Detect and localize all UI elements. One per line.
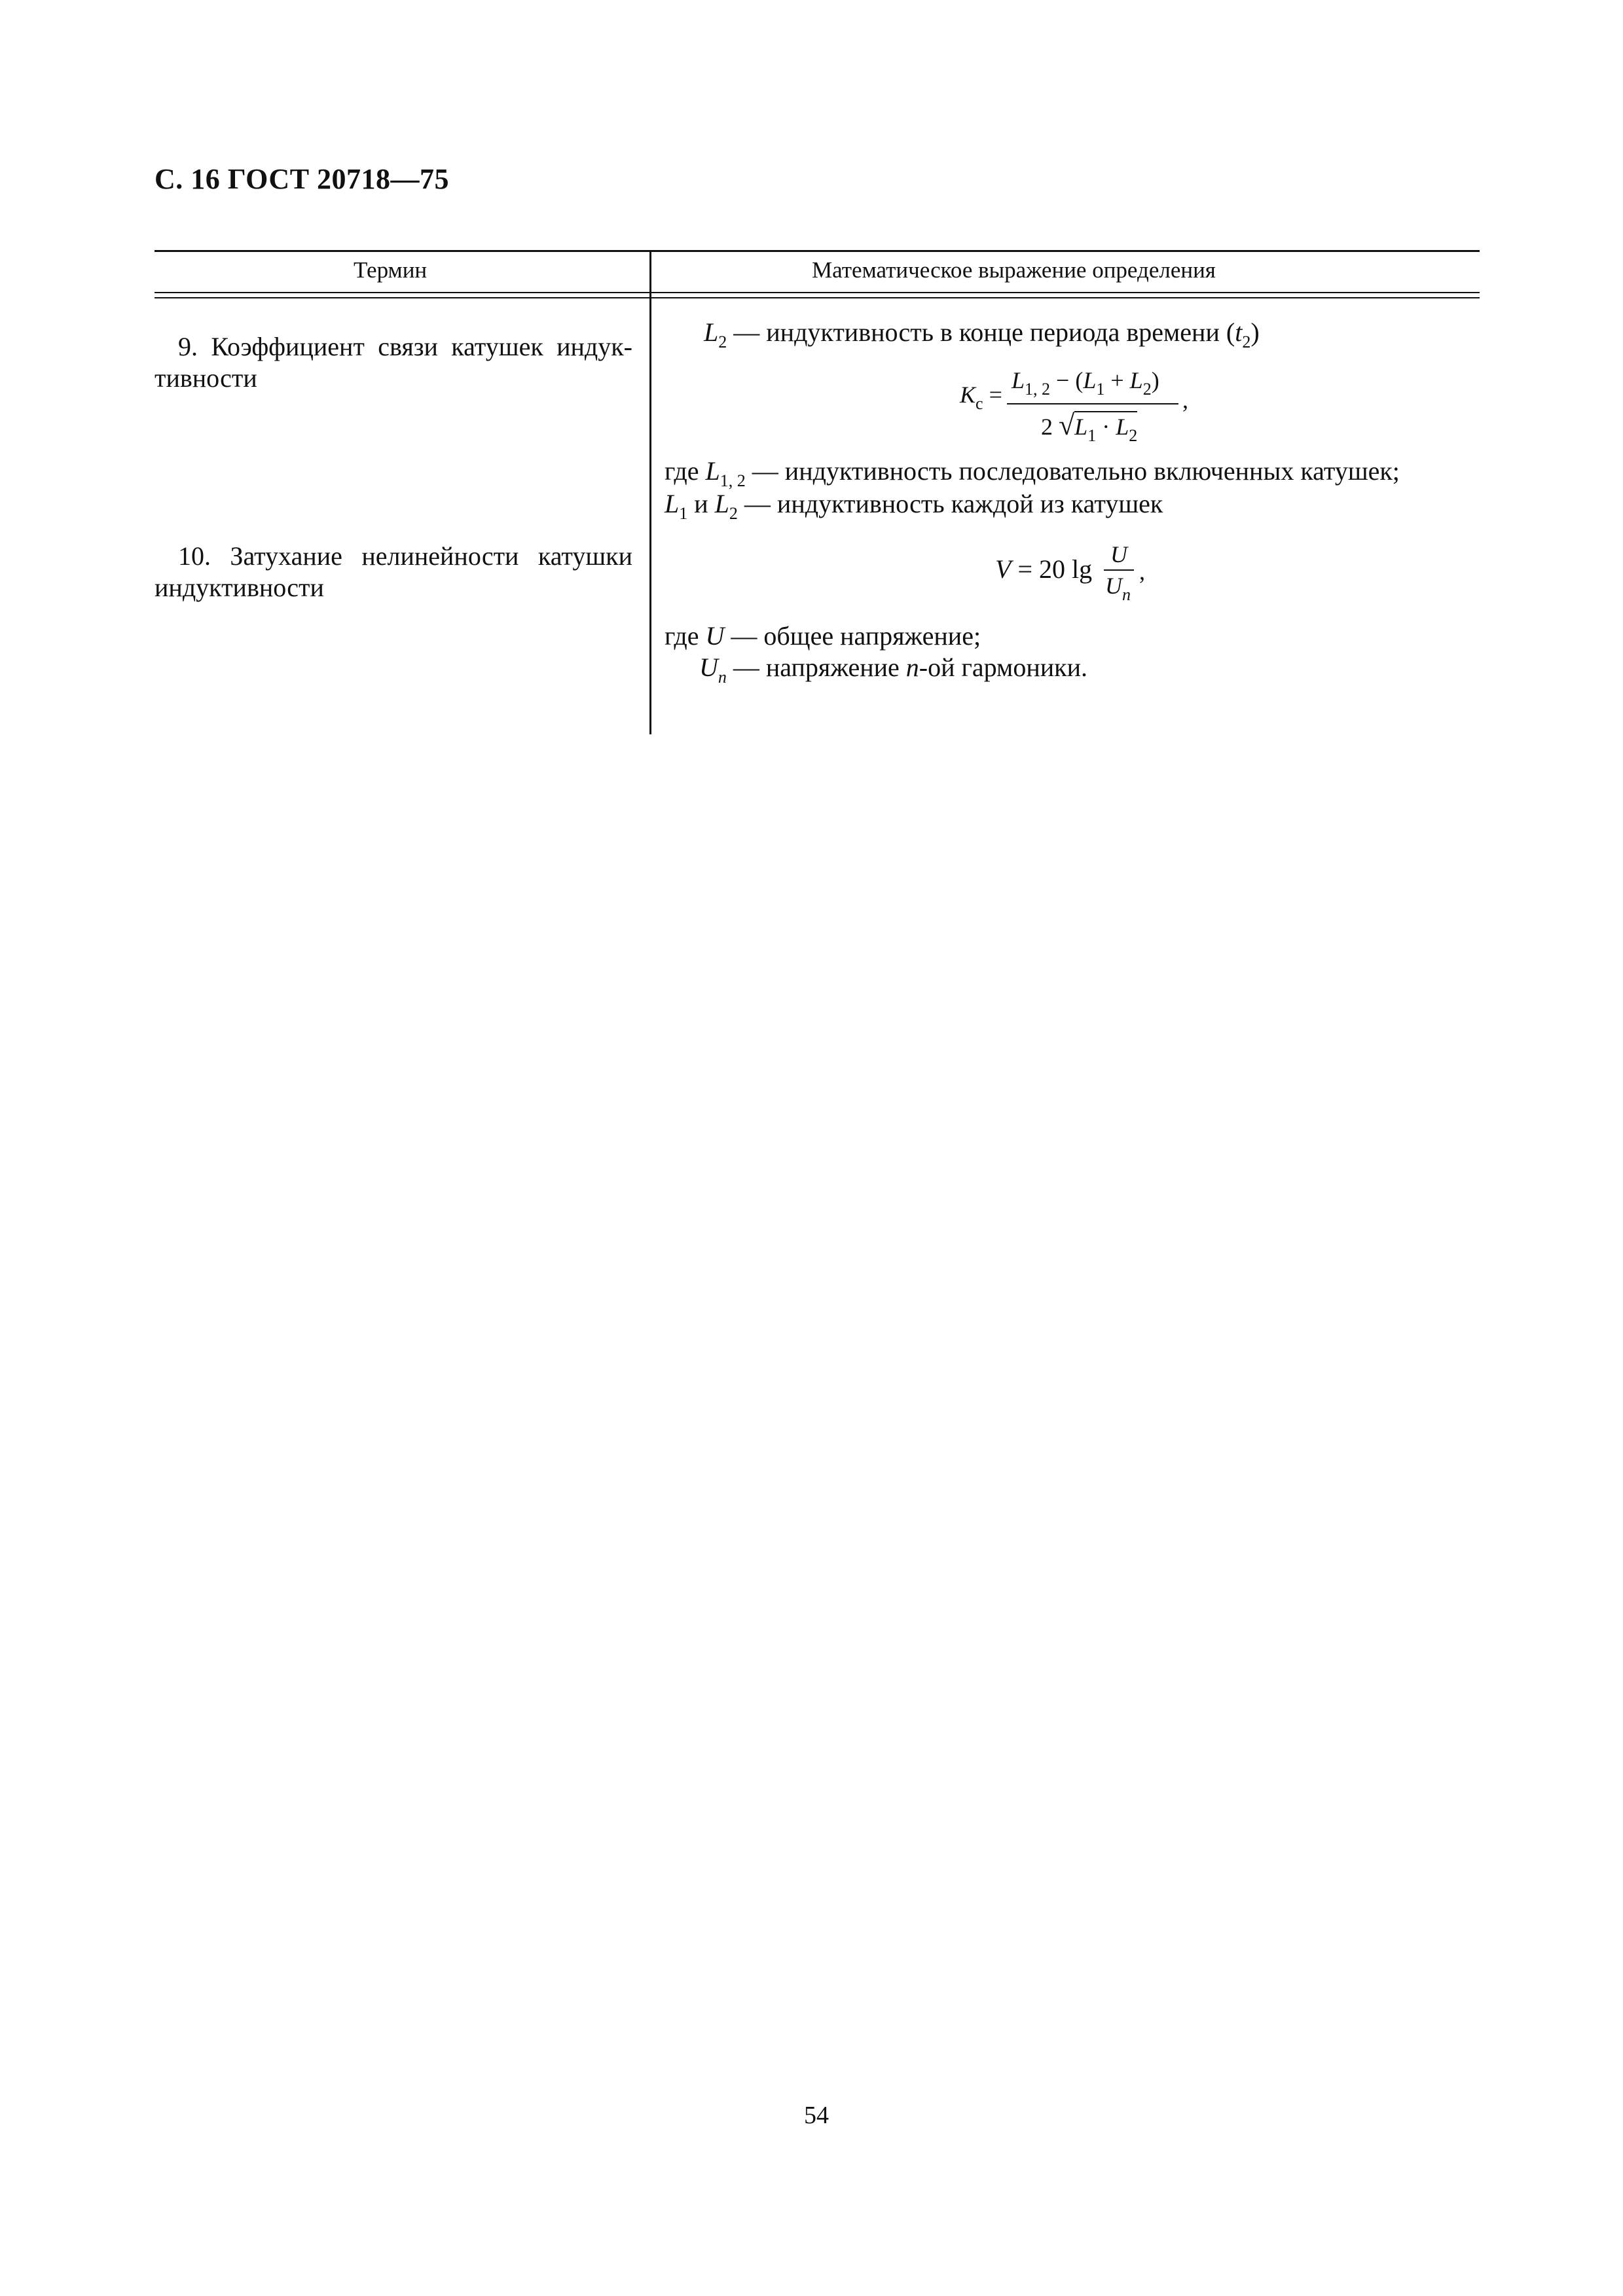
formula-denominator: 2 $√L_1 \cdot L_2$ (1041, 409, 1138, 445)
where-line-u: где U — общее напряжение; (665, 621, 981, 651)
fraction-bar (1007, 403, 1178, 404)
where-line-l12: где $L_{1, 2}$ — индуктивность последовательно включенных катушек; (665, 456, 1400, 490)
page-number: 54 (804, 2102, 829, 2129)
continuation-line: $L_2$ — индуктивность в конце периода времени $(t_2)$ (704, 317, 1260, 351)
formula-v-denominator: $U_n$ (1105, 573, 1131, 604)
fraction-bar-v (1104, 569, 1134, 571)
where-line-un: $U_n$ — напряжение n-ой гармоники. (699, 653, 1088, 687)
page-header: С. 16 ГОСТ 20718—75 (155, 163, 450, 195)
table-column-divider (649, 251, 651, 734)
formula-lhs: $K_c$ = (960, 382, 1002, 413)
table-top-rule (155, 250, 1480, 252)
table-header-rule-upper (155, 292, 1480, 293)
formula-numerator: $L_{1, 2} - (L_1 + L_2)$ (1012, 367, 1159, 399)
formula-v-numerator: U (1110, 541, 1127, 567)
where-line-l1-l2: $L_1$ и $L_2$ — индуктивность каждой из катушек (665, 489, 1163, 523)
column-header-expression: Математическое выражение определения (812, 257, 1216, 283)
formula-v-lhs: V = 20 lg (995, 554, 1093, 584)
column-header-term: Термин (354, 257, 428, 283)
term-10: 10. Затухание нелинейности катушки индуктивности (155, 541, 632, 602)
formula-v-trailing-comma: , (1139, 558, 1145, 584)
term-9: 9. Коэффициент связи катушек индуктивности (155, 332, 632, 393)
table-header-rule-lower (155, 297, 1480, 298)
formula-trailing-comma: , (1182, 387, 1188, 413)
sqrt-icon: √ (1059, 409, 1075, 441)
